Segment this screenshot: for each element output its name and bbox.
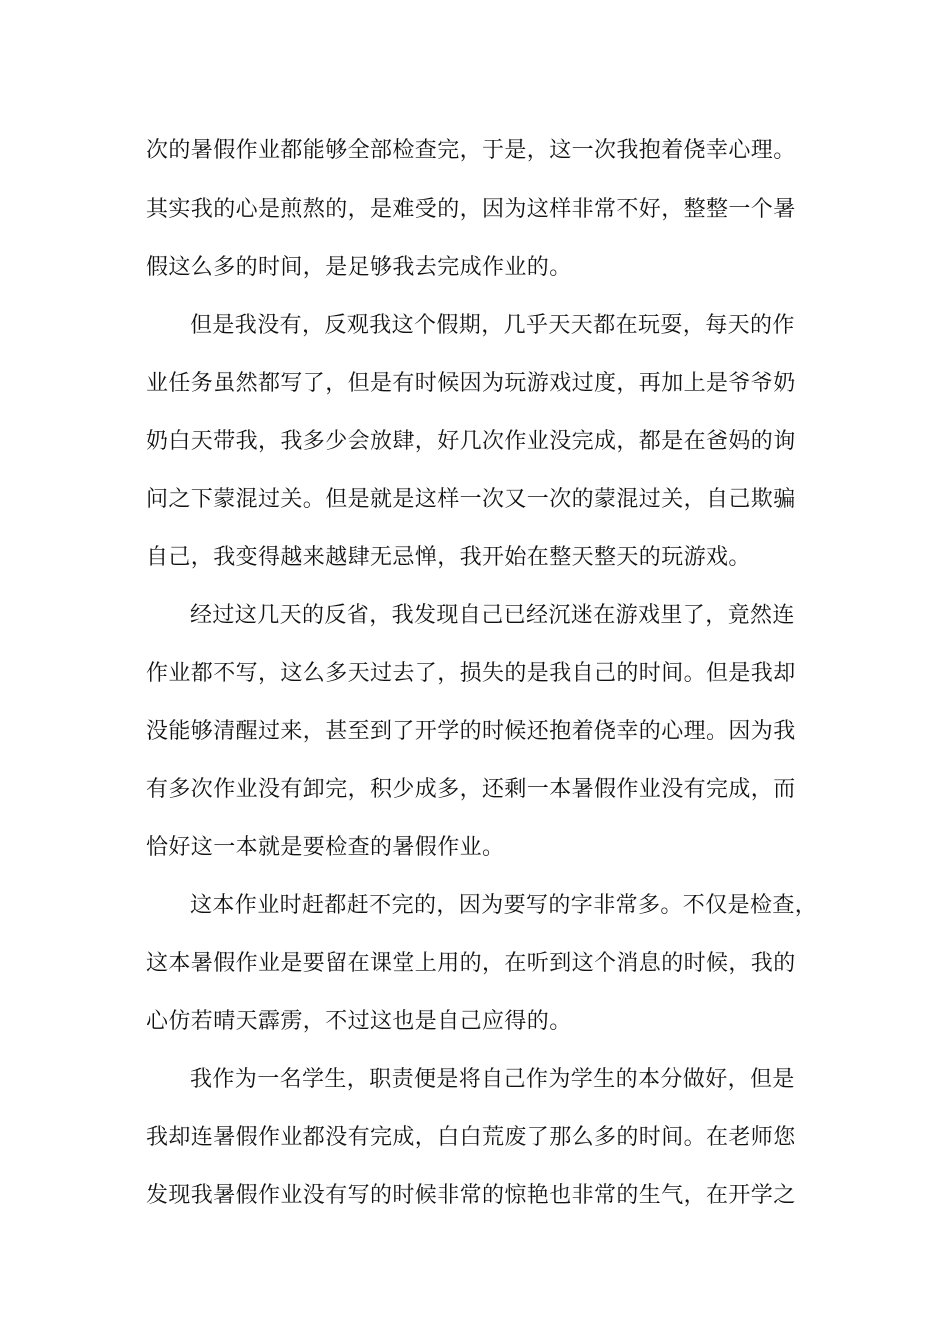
paragraph-first-line: 我作为一名学生，职责便是将自己作为学生的本分做好，但是 [190, 1067, 795, 1092]
text-line: 心仿若晴天霹雳，不过这也是自己应得的。 [146, 1009, 572, 1034]
text-line: 自己，我变得越来越肆无忌惮，我开始在整天整天的玩游戏。 [146, 545, 751, 570]
text-line: 奶白天带我，我多少会放肆，好几次作业没完成，都是在爸妈的询 [146, 429, 796, 454]
text-line: 有多次作业没有卸完，积少成多，还剩一本暑假作业没有完成，而 [146, 777, 796, 802]
text-line: 恰好这一本就是要检查的暑假作业。 [146, 835, 505, 860]
text-line: 其实我的心是煎熬的，是难受的，因为这样非常不好，整整一个暑 [146, 197, 796, 222]
text-line: 作业都不写，这么多天过去了，损失的是我自己的时间。但是我却 [146, 661, 796, 686]
paragraph-first-line: 经过这几天的反省，我发现自己已经沉迷在游戏里了，竟然连 [190, 603, 795, 628]
paragraph-first-line: 这本作业时赶都赶不完的，因为要写的字非常多。不仅是检查， [190, 893, 818, 918]
text-line: 我却连暑假作业都没有完成，白白荒废了那么多的时间。在老师您 [146, 1125, 796, 1150]
text-line: 问之下蒙混过关。但是就是这样一次又一次的蒙混过关，自己欺骗 [146, 487, 796, 512]
text-line: 没能够清醒过来，甚至到了开学的时候还抱着侥幸的心理。因为我 [146, 719, 796, 744]
paragraph-first-line: 但是我没有，反观我这个假期，几乎天天都在玩耍，每天的作 [190, 313, 795, 338]
text-line: 这本暑假作业是要留在课堂上用的，在听到这个消息的时候，我的 [146, 951, 796, 976]
text-line: 发现我暑假作业没有写的时候非常的惊艳也非常的生气，在开学之 [146, 1183, 796, 1208]
text-line: 业任务虽然都写了，但是有时候因为玩游戏过度，再加上是爷爷奶 [146, 371, 796, 396]
text-line: 次的暑假作业都能够全部检查完，于是，这一次我抱着侥幸心理。 [146, 138, 796, 163]
text-line: 假这么多的时间，是足够我去完成作业的。 [146, 255, 572, 280]
